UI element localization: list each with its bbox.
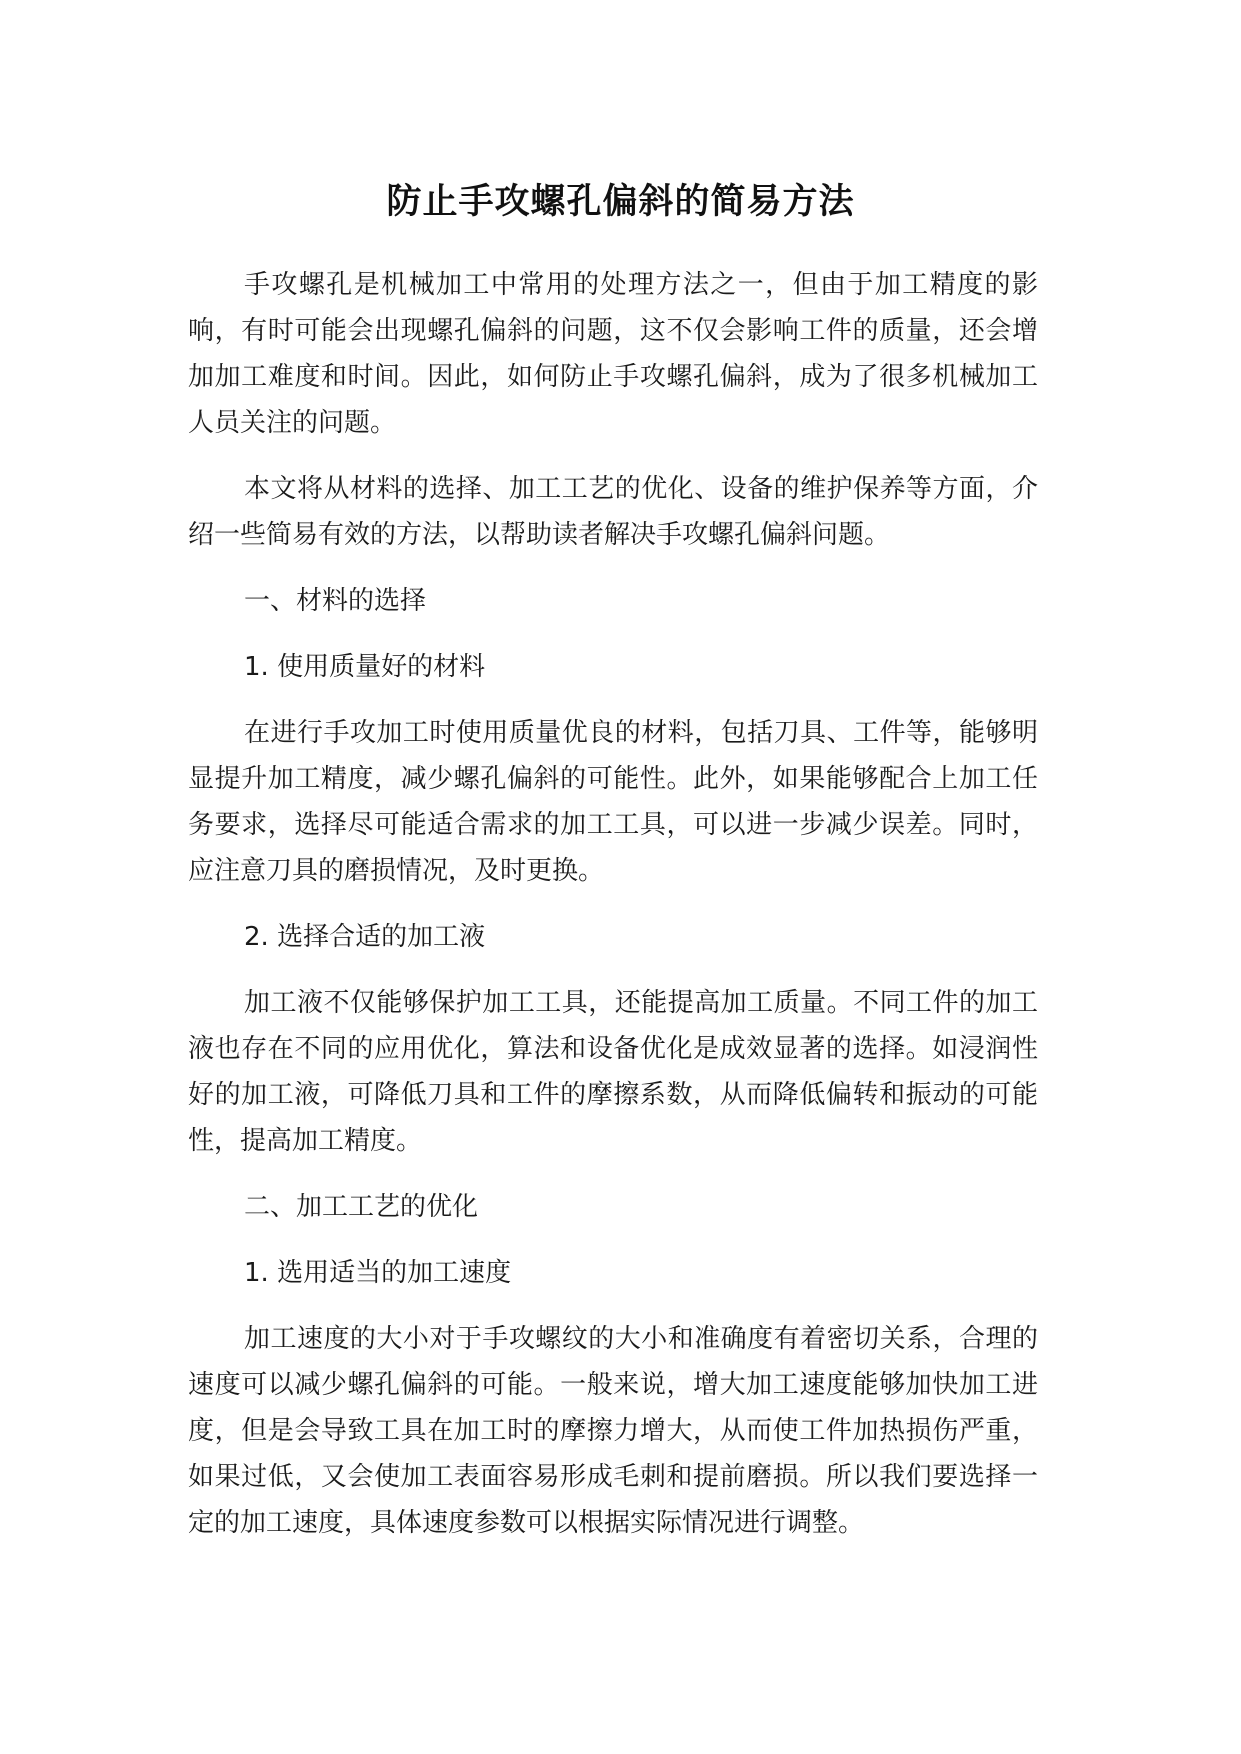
subsection-heading-cutting-fluid: 2. 选择合适的加工液 <box>244 922 486 952</box>
paragraph-cutting-fluid: 加工液不仅能够保护加工工具，还能提高加工质量。不同工件的加工液也存在不同的应用优化，算法和设备优化是成效显著的选择。如浸润性好的加工液，可降低刀具和工件的摩擦系数，从而降低偏转和振动的可能性，提高加工精度。 <box>188 988 1038 1156</box>
subsection-heading-quality-materials: 1. 使用质量好的材料 <box>244 652 486 682</box>
paragraph-quality-materials: 在进行手攻加工时使用质量优良的材料，包括刀具、工件等，能够明显提升加工精度，减少螺孔偏斜的可能性。此外，如果能够配合上加工任务要求，选择尽可能适合需求的加工工具，可以进一步减少误差。同时，应注意刀具的磨损情况，及时更换。 <box>188 718 1038 886</box>
section-heading-materials: 一、材料的选择 <box>244 586 427 616</box>
section-heading-process-optimization: 二、加工工艺的优化 <box>244 1192 479 1222</box>
document-title: 防止手攻螺孔偏斜的简易方法 <box>386 182 855 222</box>
subsection-heading-machining-speed: 1. 选用适当的加工速度 <box>244 1258 512 1288</box>
paragraph-machining-speed: 加工速度的大小对于手攻螺纹的大小和准确度有着密切关系，合理的速度可以减少螺孔偏斜的可能。一般来说，增大加工速度能够加快加工进度，但是会导致工具在加工时的摩擦力增大，从而使工件加热损伤严重，如果过低，又会使加工表面容易形成毛刺和提前磨损。所以我们要选择一定的加工速度，具体速度参数可以根据实际情况进行调整。 <box>188 1324 1038 1538</box>
document-body <box>188 262 1038 1566</box>
paragraph-overview: 本文将从材料的选择、加工工艺的优化、设备的维护保养等方面，介绍一些简易有效的方法，以帮助读者解决手攻螺孔偏斜问题。 <box>188 474 1038 550</box>
paragraph-intro: 手攻螺孔是机械加工中常用的处理方法之一，但由于加工精度的影响，有时可能会出现螺孔偏斜的问题，这不仅会影响工件的质量，还会增加加工难度和时间。因此，如何防止手攻螺孔偏斜，成为了很多机械加工人员关注的问题。 <box>188 270 1038 438</box>
